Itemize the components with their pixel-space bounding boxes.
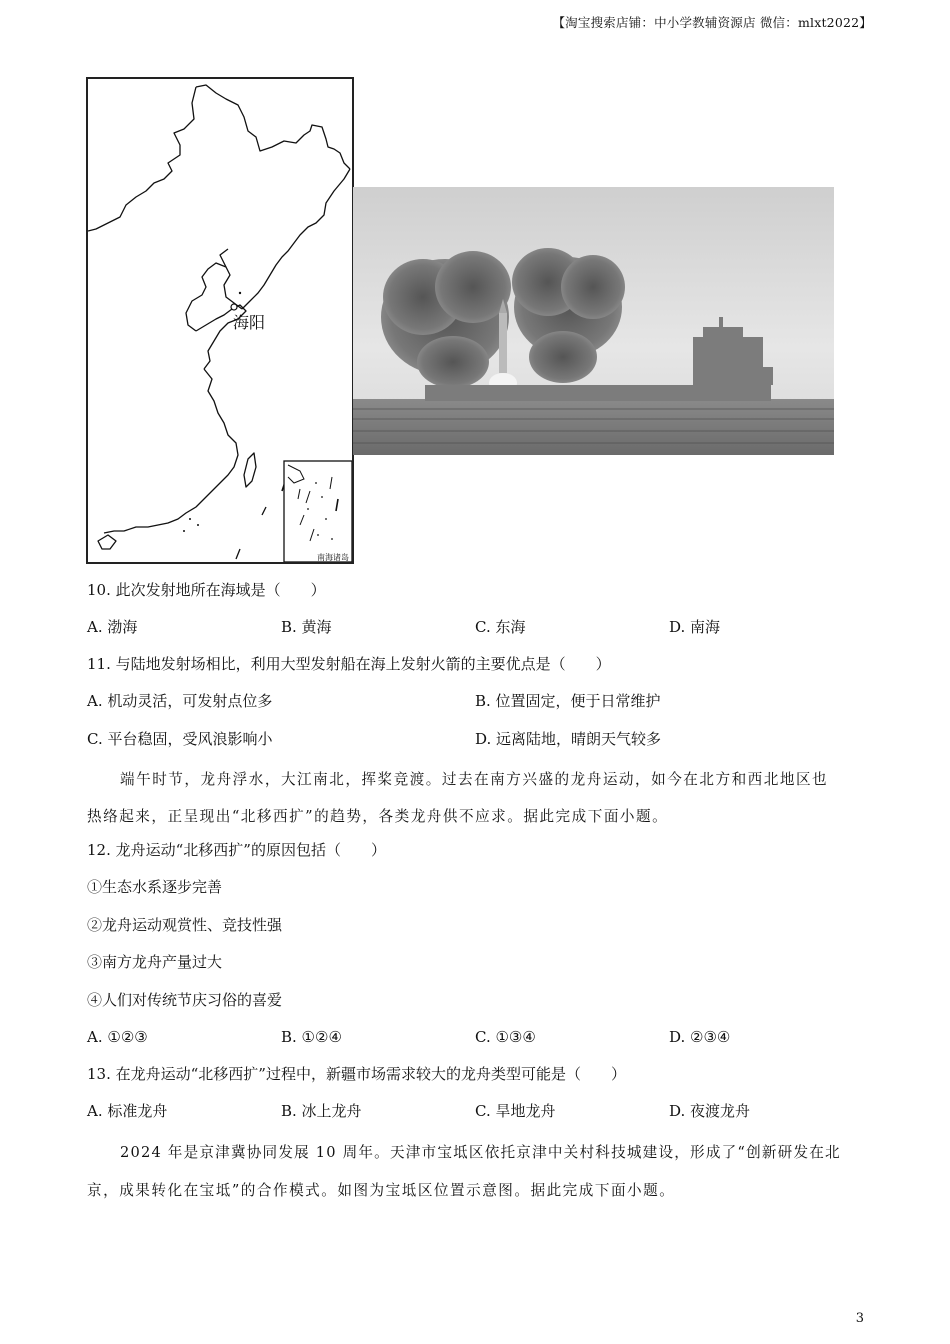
china-east-coast-map <box>86 77 354 564</box>
question-10-option-d: D. 南海 <box>669 618 721 636</box>
coastline-map-drawing <box>88 79 352 562</box>
launch-photo-drawing <box>353 187 834 455</box>
question-13-option-a: A. 标准龙舟 <box>87 1102 168 1120</box>
haiyang-label: 海阳 <box>233 313 266 332</box>
question-13-option-d: D. 夜渡龙舟 <box>669 1102 751 1120</box>
inset-label: 南海诸岛 <box>317 553 349 562</box>
question-12-item-2: ②龙舟运动观赏性、竞技性强 <box>87 916 283 934</box>
question-11-stem: 11. 与陆地发射场相比，利用大型发射船在海上发射火箭的主要优点是（ ） <box>87 655 611 673</box>
question-11-option-d: D. 远离陆地，晴朗天气较多 <box>475 730 662 748</box>
question-13-option-c: C. 旱地龙舟 <box>475 1102 556 1120</box>
question-12-option-a: A. ①②③ <box>87 1028 148 1046</box>
passage-2-line-1: 2024 年是京津冀协同发展 10 周年。天津市宝坻区依托京津中关村科技城建设，形成了“创新研发在北 <box>120 1144 841 1161</box>
question-10-option-b: B. 黄海 <box>281 618 332 636</box>
question-12-item-4: ④人们对传统节庆习俗的喜爱 <box>87 991 283 1009</box>
sea-launch-photo <box>353 187 834 455</box>
page-number: 3 <box>855 1311 864 1326</box>
question-12-option-b: B. ①②④ <box>281 1028 342 1046</box>
passage-1-line-2: 热络起来，正呈现出“北移西扩”的趋势，各类龙舟供不应求。据此完成下面小题。 <box>87 808 669 825</box>
question-11-option-a: A. 机动灵活，可发射点位多 <box>87 692 273 710</box>
question-10-option-a: A. 渤海 <box>87 618 138 636</box>
question-11-option-c: C. 平台稳固，受风浪影响小 <box>87 730 273 748</box>
question-12-option-d: D. ②③④ <box>669 1028 731 1046</box>
page-header: 【淘宝搜索店铺：中小学教辅资源店 微信：mlxt2022】 <box>552 15 872 30</box>
question-13-option-b: B. 冰上龙舟 <box>281 1102 362 1120</box>
south-china-sea-inset <box>284 461 352 562</box>
question-10-stem: 10. 此次发射地所在海域是（ ） <box>87 581 326 599</box>
passage-1-line-1: 端午时节，龙舟浮水，大江南北，挥桨竞渡。过去在南方兴盛的龙舟运动，如今在北方和西北地区也 <box>120 771 829 788</box>
question-12-stem: 12. 龙舟运动“北移西扩”的原因包括（ ） <box>87 841 386 859</box>
passage-2-line-2: 京，成果转化在宝坻”的合作模式。如图为宝坻区位置示意图。据此完成下面小题。 <box>87 1182 676 1199</box>
question-13-stem: 13. 在龙舟运动“北移西扩”过程中，新疆市场需求较大的龙舟类型可能是（ ） <box>87 1065 626 1083</box>
question-11-option-b: B. 位置固定，便于日常维护 <box>475 692 661 710</box>
question-10-option-c: C. 东海 <box>475 618 526 636</box>
question-12-item-3: ③南方龙舟产量过大 <box>87 953 223 971</box>
question-12-option-c: C. ①③④ <box>475 1028 536 1046</box>
question-12-item-1: ①生态水系逐步完善 <box>87 878 223 896</box>
